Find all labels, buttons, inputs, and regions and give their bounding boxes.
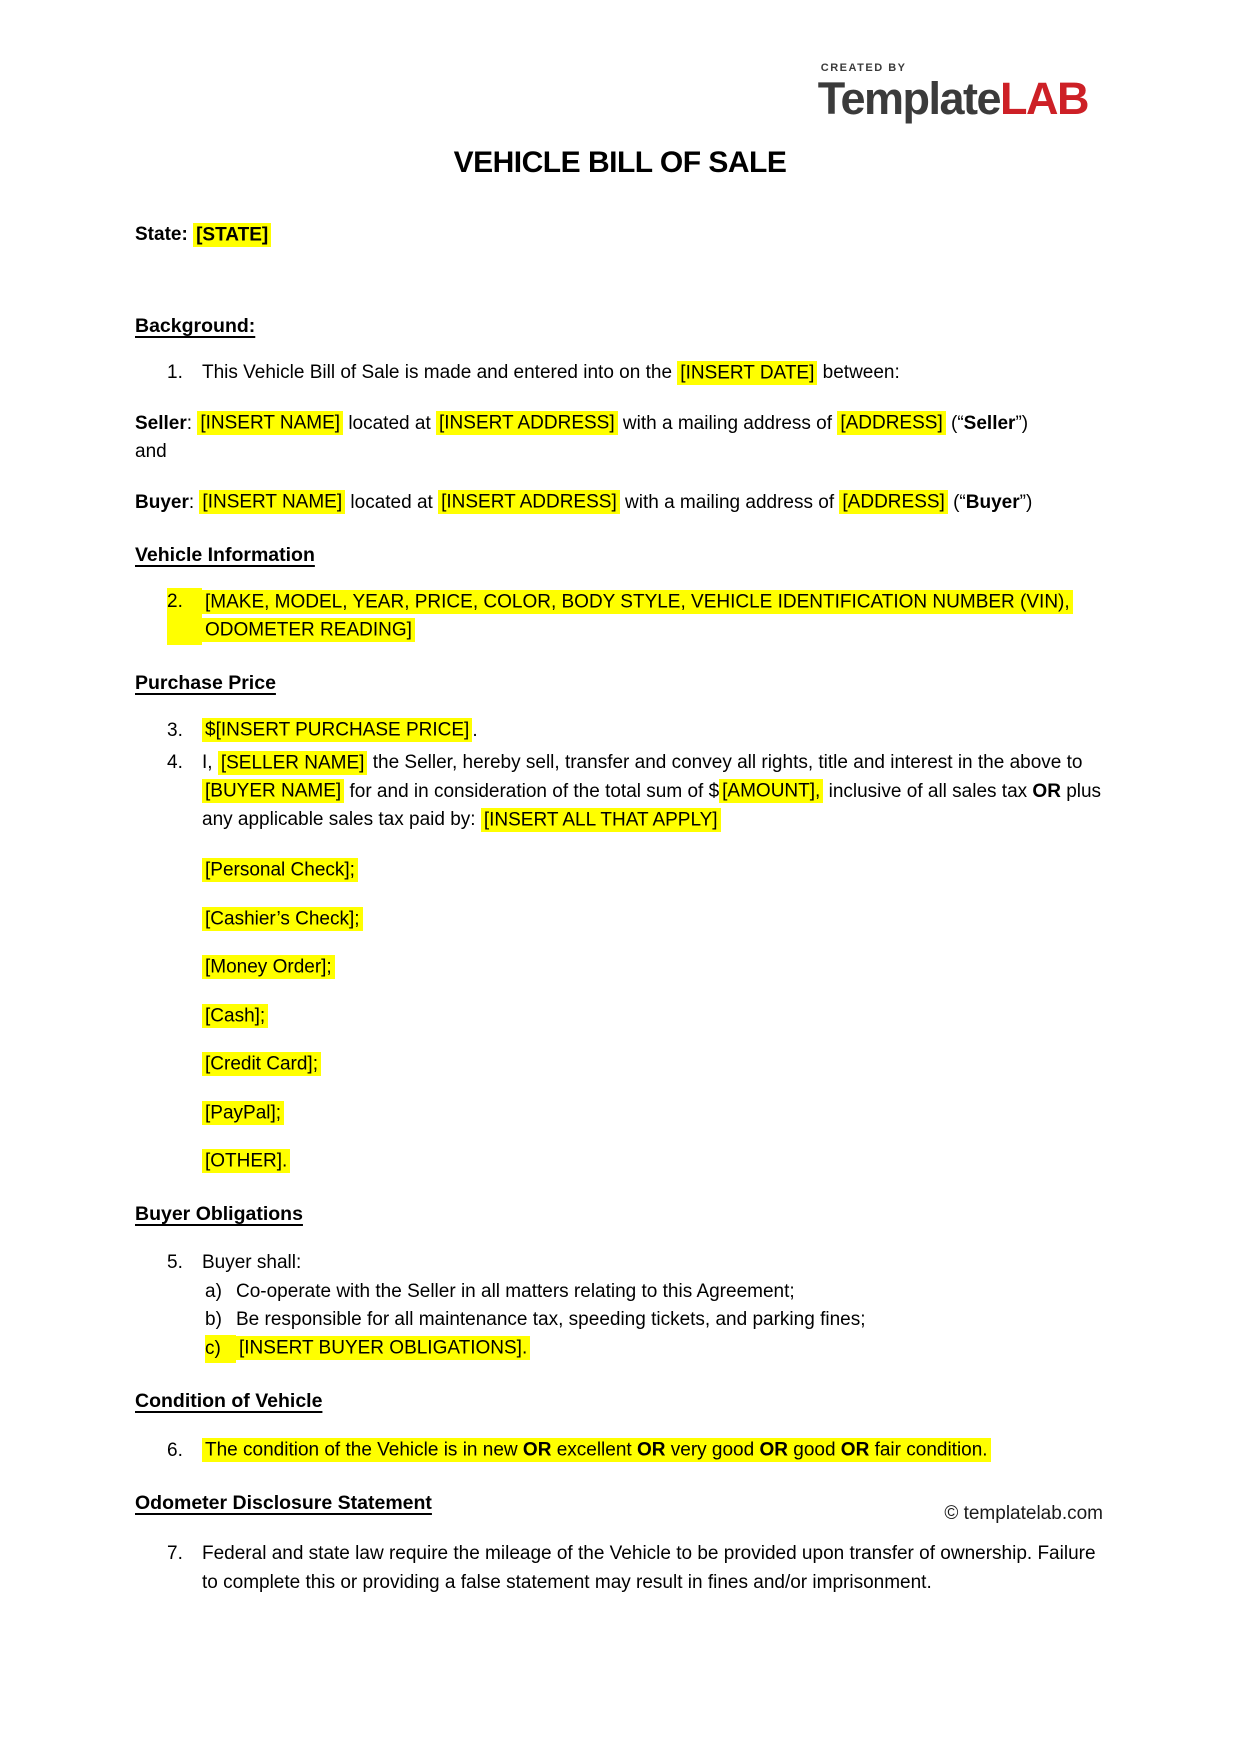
seller-label: Seller	[135, 412, 187, 434]
sub-item-letter: b)	[205, 1309, 222, 1331]
condition-seg2: excellent	[551, 1439, 637, 1461]
state-line	[135, 221, 1105, 250]
purchase-price-placeholder: $[INSERT PURCHASE PRICE]	[202, 718, 472, 742]
buyer-mailing-address-placeholder: [ADDRESS]	[839, 490, 947, 514]
buyer-name-placeholder: [BUYER NAME]	[202, 779, 344, 803]
templatelab-logo	[817, 60, 1088, 124]
condition-seg4: good	[787, 1439, 841, 1461]
list-item-1	[135, 359, 1105, 388]
condition-seg3: very good	[665, 1439, 760, 1461]
insert-date-placeholder: [INSERT DATE]	[677, 361, 817, 385]
buyer-defined-term: Buyer	[965, 491, 1020, 513]
list-number-highlighted: 2.	[167, 588, 202, 645]
list-item-5	[135, 1249, 1105, 1278]
insert-all-that-apply-placeholder: [INSERT ALL THAT APPLY]	[481, 808, 721, 832]
sub-item-b	[135, 1306, 1105, 1335]
sub-item-text: Be responsible for all maintenance tax, speeding tickets, and parking fines;	[236, 1309, 866, 1331]
list-item-6	[135, 1437, 1105, 1466]
item4-mid2-text: for and in consideration of the total sum of $	[344, 780, 720, 802]
vehicle-details-placeholder: [MAKE, MODEL, YEAR, PRICE, COLOR, BODY STYLE, VEHICLE IDENTIFICATION NUMBER (VIN), ODOMETER READING]	[202, 590, 1073, 643]
payment-method-personal-check	[202, 857, 1105, 886]
section-heading-odometer-disclosure: Odometer Disclosure Statement	[135, 1492, 432, 1514]
list-item-text	[202, 749, 1105, 835]
state-label: State:	[135, 224, 194, 246]
buyer-paren-open: (“	[947, 491, 966, 513]
condition-highlighted-text	[202, 1438, 991, 1462]
seller-defined-term: Seller	[963, 412, 1016, 434]
seller-paren-open: (“	[945, 412, 964, 434]
list-number: 3.	[167, 719, 183, 741]
item4-mid3-text: inclusive of all sales tax	[823, 780, 1033, 802]
payment-method-paypal	[202, 1099, 1105, 1128]
sub-item-text	[236, 1335, 1105, 1364]
payment-method-credit-card	[202, 1051, 1105, 1080]
document-body	[0, 140, 1240, 1597]
payment-method-placeholder: [OTHER].	[202, 1149, 290, 1173]
buyer-paren-close: ”)	[1019, 491, 1033, 513]
state-placeholder: [STATE]	[193, 223, 271, 247]
seller-address-placeholder: [INSERT ADDRESS]	[436, 411, 618, 435]
seller-mailing-text: with a mailing address of	[617, 412, 838, 434]
seller-paren-close: ”)	[1015, 412, 1029, 434]
footer-copyright: © templatelab.com	[944, 1503, 1103, 1524]
amount-placeholder: [AMOUNT],	[719, 779, 823, 803]
list-number: 6.	[167, 1439, 183, 1461]
section-heading-condition-of-vehicle: Condition of Vehicle	[135, 1390, 323, 1413]
payment-method-cash	[202, 1002, 1105, 1031]
seller-mailing-address-placeholder: [ADDRESS]	[837, 411, 945, 435]
logo-created-by-text: CREATED BY	[820, 62, 907, 74]
or-keyword: OR	[759, 1439, 788, 1461]
list-number: 1.	[167, 362, 183, 383]
list-item-text	[202, 359, 1105, 388]
section-heading-vehicle-information: Vehicle Information	[135, 544, 315, 566]
sub-item-letter-highlighted: c)	[205, 1335, 236, 1364]
condition-seg5: fair condition.	[869, 1439, 988, 1461]
or-keyword: OR	[636, 1439, 666, 1461]
or-keyword: OR	[1032, 780, 1061, 802]
seller-located-text: located at	[343, 412, 436, 434]
section-heading-purchase-price: Purchase Price	[135, 672, 276, 695]
item3-period: .	[472, 719, 478, 741]
item4-pre-text: I,	[202, 752, 218, 773]
list-item-2	[135, 588, 1105, 645]
logo-wordmark	[817, 72, 1088, 124]
buyer-name-placeholder: [INSERT NAME]	[199, 490, 345, 514]
buyer-located-text: located at	[345, 491, 439, 513]
condition-seg1: The condition of the Vehicle is in new	[205, 1439, 523, 1461]
payment-method-money-order	[202, 954, 1105, 983]
or-keyword: OR	[522, 1439, 552, 1461]
sub-item-a	[135, 1278, 1105, 1307]
payment-method-other	[202, 1148, 1105, 1177]
sub-item-text: Co-operate with the Seller in all matters relating to this Agreement;	[236, 1280, 795, 1302]
list-item-7	[135, 1540, 1105, 1597]
payment-method-placeholder: [PayPal];	[202, 1101, 284, 1125]
buyer-label: Buyer	[135, 491, 189, 513]
payment-method-placeholder: [Cashier’s Check];	[202, 907, 363, 931]
seller-colon: :	[186, 412, 198, 434]
header	[0, 0, 1240, 124]
sub-item-c	[135, 1335, 1105, 1364]
payment-method-placeholder: [Money Order];	[202, 955, 335, 979]
list-item-text	[202, 1437, 1105, 1466]
payment-method-placeholder: [Cash];	[202, 1004, 268, 1028]
seller-and-text: and	[135, 441, 167, 462]
list-item-text: Federal and state law require the mileage of the Vehicle to be provided upon transfer of ownership. Failure to complete this or providing a false statement may result in fines and/or imprisonment.	[202, 1543, 1096, 1593]
list-item-3	[135, 717, 1105, 746]
list-item-text	[202, 717, 1105, 746]
payment-method-placeholder: [Personal Check];	[202, 858, 358, 882]
list-item-text	[202, 588, 1105, 645]
item1-post-text: between:	[817, 362, 900, 383]
list-number: 4.	[167, 752, 183, 773]
list-item-text: Buyer shall:	[202, 1252, 302, 1274]
item1-pre-text: This Vehicle Bill of Sale is made and entered into on the	[202, 362, 678, 383]
item4-mid1-text: the Seller, hereby sell, transfer and convey all rights, title and interest in the above to	[367, 752, 1083, 773]
list-item-4	[135, 749, 1105, 835]
buyer-colon: :	[188, 491, 200, 513]
page-title: VEHICLE BILL OF SALE	[453, 146, 787, 180]
item4-mid4-text: plus any applicable sales tax paid by:	[202, 780, 1102, 830]
logo-template-text: Template	[817, 72, 1001, 124]
or-keyword: OR	[840, 1439, 870, 1461]
buyer-address-placeholder: [INSERT ADDRESS]	[438, 490, 620, 514]
list-number: 5.	[167, 1252, 183, 1274]
logo-lab-text: LAB	[1000, 72, 1088, 124]
sub-item-letter: a)	[205, 1280, 222, 1302]
seller-name-placeholder: [INSERT NAME]	[197, 411, 343, 435]
buyer-paragraph	[135, 489, 1105, 518]
section-heading-buyer-obligations: Buyer Obligations	[135, 1203, 303, 1225]
payment-method-cashiers-check	[202, 905, 1105, 934]
list-number: 7.	[167, 1543, 183, 1565]
buyer-obligations-placeholder: [INSERT BUYER OBLIGATIONS].	[236, 1336, 530, 1360]
payment-method-placeholder: [Credit Card];	[202, 1052, 321, 1076]
buyer-mailing-text: with a mailing address of	[619, 491, 840, 513]
section-heading-background: Background:	[135, 314, 256, 337]
seller-paragraph	[135, 410, 1105, 467]
seller-name-placeholder: [SELLER NAME]	[218, 751, 368, 775]
